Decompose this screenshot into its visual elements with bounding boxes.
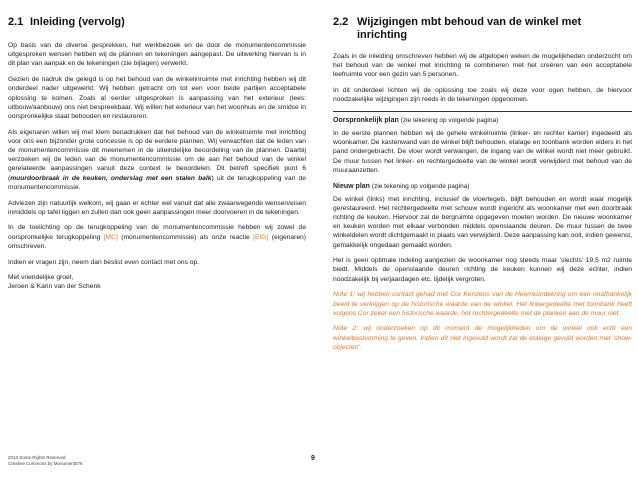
subheading-label: Nieuw plan xyxy=(333,182,370,190)
note-1: Note 1: wij hebben contact gehad met Cor Kerstens van de Heemkundekring om een onafhankelijk beeld te verkrijgen op de historische waarde van de winkel. Het linkergedeelte met toonbank heeft volgens Cor zeker een historische waarde, het rechtergedeelte met de planken aan de muur niet. xyxy=(333,291,632,317)
subheading-note: (zie tekening op volgende pagina) xyxy=(400,117,499,125)
paragraph: Het is geen optimale indeling aangezien de woonkamer nog steeds maar 'slechts' 19,5 m2 ruimte biedt. Middels de openslaande deuren richting de keuken kunnen wij deze echter, indien noodzakelijk bij verjaardagen etc, tijdelijk vergroten. xyxy=(333,257,632,283)
footer-line: 2013 Some Rights Reserved xyxy=(8,455,66,460)
subheading-original-plan xyxy=(333,116,632,125)
paragraph xyxy=(8,128,306,192)
mc-tag: [MC] xyxy=(103,233,118,241)
section-heading-2-2 xyxy=(333,16,632,42)
footer-line: Creative Commons by Monument076 xyxy=(8,461,83,466)
paragraph: Zoals in de inleiding omschreven hebben wij de afgelopen weken de mogelijkheden onderzocht om het behoud van de winkel met inrichting te combineren met het creëren van een acceptabele leefruimte voor een gezin van 5 personen. xyxy=(333,53,632,79)
text-span: Als eigenaren willen wij met klem benadrukken dat het behoud van de winkelruimte met inrichting voor ons een bijzonder grote concessie is op de eerdere plannen. Wij verwachten dat de leden van de monumentencommissie dit meenemen in de uiteindelijke beoordeling van de plannen. Daarbij verzoeken wij de leden van de monumentencommissie om de aan het behoud van de winkel gerelateerde aanpassingen vanuit deze context te beoordelen. Dit betreft specifiek punt 6 ( xyxy=(8,128,306,182)
paragraph: Adviezen zijn natuurlijk welkom, wij gaan er echter wel vanuit dat alle zwaarwegende wensen/eisen inmiddels op tafel liggen en zullen dan ook geen aanpassingen meer doorvoeren in de tekeningen. xyxy=(8,199,306,216)
emphasis-text: muurdoorbraak in de keuken, onderslag met een stalen balk xyxy=(10,174,212,182)
paragraph xyxy=(8,223,306,251)
section-number: 2.1 xyxy=(8,16,24,28)
left-column xyxy=(8,16,306,298)
eig-tag: [EIG] xyxy=(253,233,269,241)
subheading-note: (zie tekening op volgende pagina) xyxy=(371,182,470,190)
section-heading-2-1 xyxy=(8,16,306,29)
text-span: (eigenaren) omschreven. xyxy=(8,233,306,250)
paragraph: Indien er vragen zijn, neem dan beslist even contact met ons op. xyxy=(8,258,200,266)
paragraph: In dit onderdeel lichten wij de oplossing toe zoals wij deze voor ogen hebben, de hiervoor noodzakelijke wijzigingen zijn reeds in de tekeningen opgenomen. xyxy=(333,87,632,104)
divider xyxy=(333,111,632,112)
page-number: 9 xyxy=(311,455,315,462)
paragraph: De winkel (links) met inrichting, inclusief de vloertegels, blijft behouden en wordt waar mogelijk gerestaureerd. Het rechtergedeelte met schouw wordt ingericht als woonkamer met een doorbraak richting de keuken. Hiervoor zal de bergruimte opgegeven moeten worden. De nieuwe woonkamer en keuken worden met elkaar verbonden middels openslaande deuren. De muur tussen de twee winkeldelen wordt dichtgemaakt in plaats van verwijderd. Deze aanpassing kan ooit, indien gewenst, gemakkelijk ongedaan gemaakt worden. xyxy=(333,195,632,249)
paragraph: In de eerste plannen hebben wij de gehele winkelruimte (linker- en rechter kamer) ingedeeld als woonkamer. De kastenwand van de winkel blijft behouden, etalage en toonbank worden elders in het pand ondergebracht. De vloer wordt verwangen, de ingang van de winkel wordt niet meer gebruikt. De muur tussen het linker- en rechtergedeelte van de winkel wordt verwijderd met behoud van de muuraanzetten. xyxy=(333,130,632,174)
section-number: 2.2 xyxy=(333,16,349,28)
paragraph: Gezien de nadruk die gelegd is op het behoud van de winkelinruimte met inrichting hebben wij dit onderdeel nader uitgewerkt. Wij hebben getracht om tot een voor beide partijen acceptabele oplossing te komen. Zoals al eerder uitgesproken is aanpassing van het exterieur (lees: uitbouw/aanbouw) ons niet bespreekbaar. Wij willen het exterieur van het woonhuis en de smidse in oorspronkelijke staat behouden en restaureren. xyxy=(8,76,306,120)
text-span: ) uit de terugkoppeling van de monumentencommissie. xyxy=(8,174,306,191)
subheading-label: Oorspronkelijk plan xyxy=(333,117,399,125)
subheading-new-plan xyxy=(333,182,632,191)
section-title: Inleiding (vervolg) xyxy=(30,16,125,28)
section-title: Wijzigingen mbt behoud van de winkel met inrichting xyxy=(357,16,582,41)
footer-copyright xyxy=(8,455,83,467)
signature-block xyxy=(8,273,306,291)
closing-line: Met vriendelijke groet, xyxy=(8,274,74,282)
right-column xyxy=(333,16,632,359)
paragraph: Op basis van de diverse gesprekken, het werkbezoek en de door de monumentencommissie uitgesproken wensen hebben wij de plannen en tekeningen aangepast. De uitwerking hiervan is in dit plan van aanpak en de tekeningen (zie bijlagen) verwerkt. xyxy=(8,42,306,68)
text-span: (monumentencommissie) als onze reactie xyxy=(117,233,254,241)
note-2: Note 2: wij onderzoeken op dit moment de mogelijkheden om de winkel ook echt een winkelbestemming te geven. Indien dit niet ingevuld wordt zal de etalage gevuld worden met 'show-objecten'. xyxy=(333,325,632,351)
text-span: In de toelichting op de terugkoppeling van de monumentencommissie hebben wij zowel de oorspronkelijke terugkoppeling xyxy=(8,224,306,241)
signature-names: Jeroen & Karin van der Schenk xyxy=(8,283,101,291)
